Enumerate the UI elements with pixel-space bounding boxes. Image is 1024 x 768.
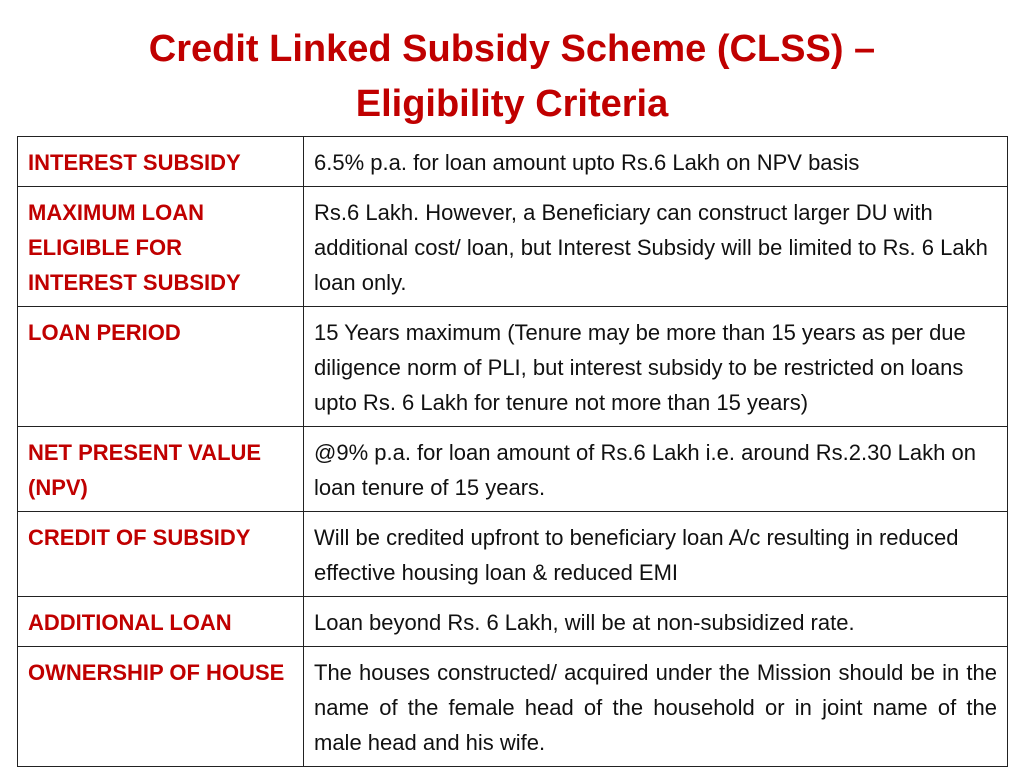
table-row [18,137,1008,187]
row-value-additional-loan: Loan beyond Rs. 6 Lakh, will be at non-subsidized rate. [304,597,1008,647]
table-row [18,597,1008,647]
row-value-net-present-value: @9% p.a. for loan amount of Rs.6 Lakh i.e. around Rs.2.30 Lakh on loan tenure of 15 years. [304,427,1008,512]
row-value-loan-period: 15 Years maximum (Tenure may be more than 15 years as per due diligence norm of PLI, but interest subsidy to be restricted on loans upto Rs. 6 Lakh for tenure not more than 15 years) [304,307,1008,427]
row-value-ownership-of-house: The houses constructed/ acquired under the Mission should be in the name of the female head of the household or in joint name of the male head and his wife. [304,647,1008,767]
row-label-additional-loan: ADDITIONAL LOAN [18,597,304,647]
row-value-interest-subsidy: 6.5% p.a. for loan amount upto Rs.6 Lakh on NPV basis [304,137,1008,187]
page-title-line-1: Credit Linked Subsidy Scheme (CLSS) – [148,28,876,70]
table-row [18,647,1008,767]
row-label-interest-subsidy: INTEREST SUBSIDY [18,137,304,187]
table-row [18,187,1008,307]
row-value-credit-of-subsidy: Will be credited upfront to beneficiary loan A/c resulting in reduced effective housing loan & reduced EMI [304,512,1008,597]
row-label-loan-period: LOAN PERIOD [18,307,304,427]
row-label-maximum-loan: MAXIMUM LOAN ELIGIBLE FOR INTEREST SUBSIDY [18,187,304,307]
row-label-net-present-value: NET PRESENT VALUE (NPV) [18,427,304,512]
row-label-credit-of-subsidy: CREDIT OF SUBSIDY [18,512,304,597]
page-title [0,22,1024,132]
table-row [18,512,1008,597]
table-row [18,427,1008,512]
row-value-maximum-loan: Rs.6 Lakh. However, a Beneficiary can construct larger DU with additional cost/ loan, but Interest Subsidy will be limited to Rs. 6 Lakh loan only. [304,187,1008,307]
page-title-line-2: Eligibility Criteria [355,83,669,125]
row-label-ownership-of-house: OWNERSHIP OF HOUSE [18,647,304,767]
table-row [18,307,1008,427]
eligibility-criteria-table [17,136,1008,767]
